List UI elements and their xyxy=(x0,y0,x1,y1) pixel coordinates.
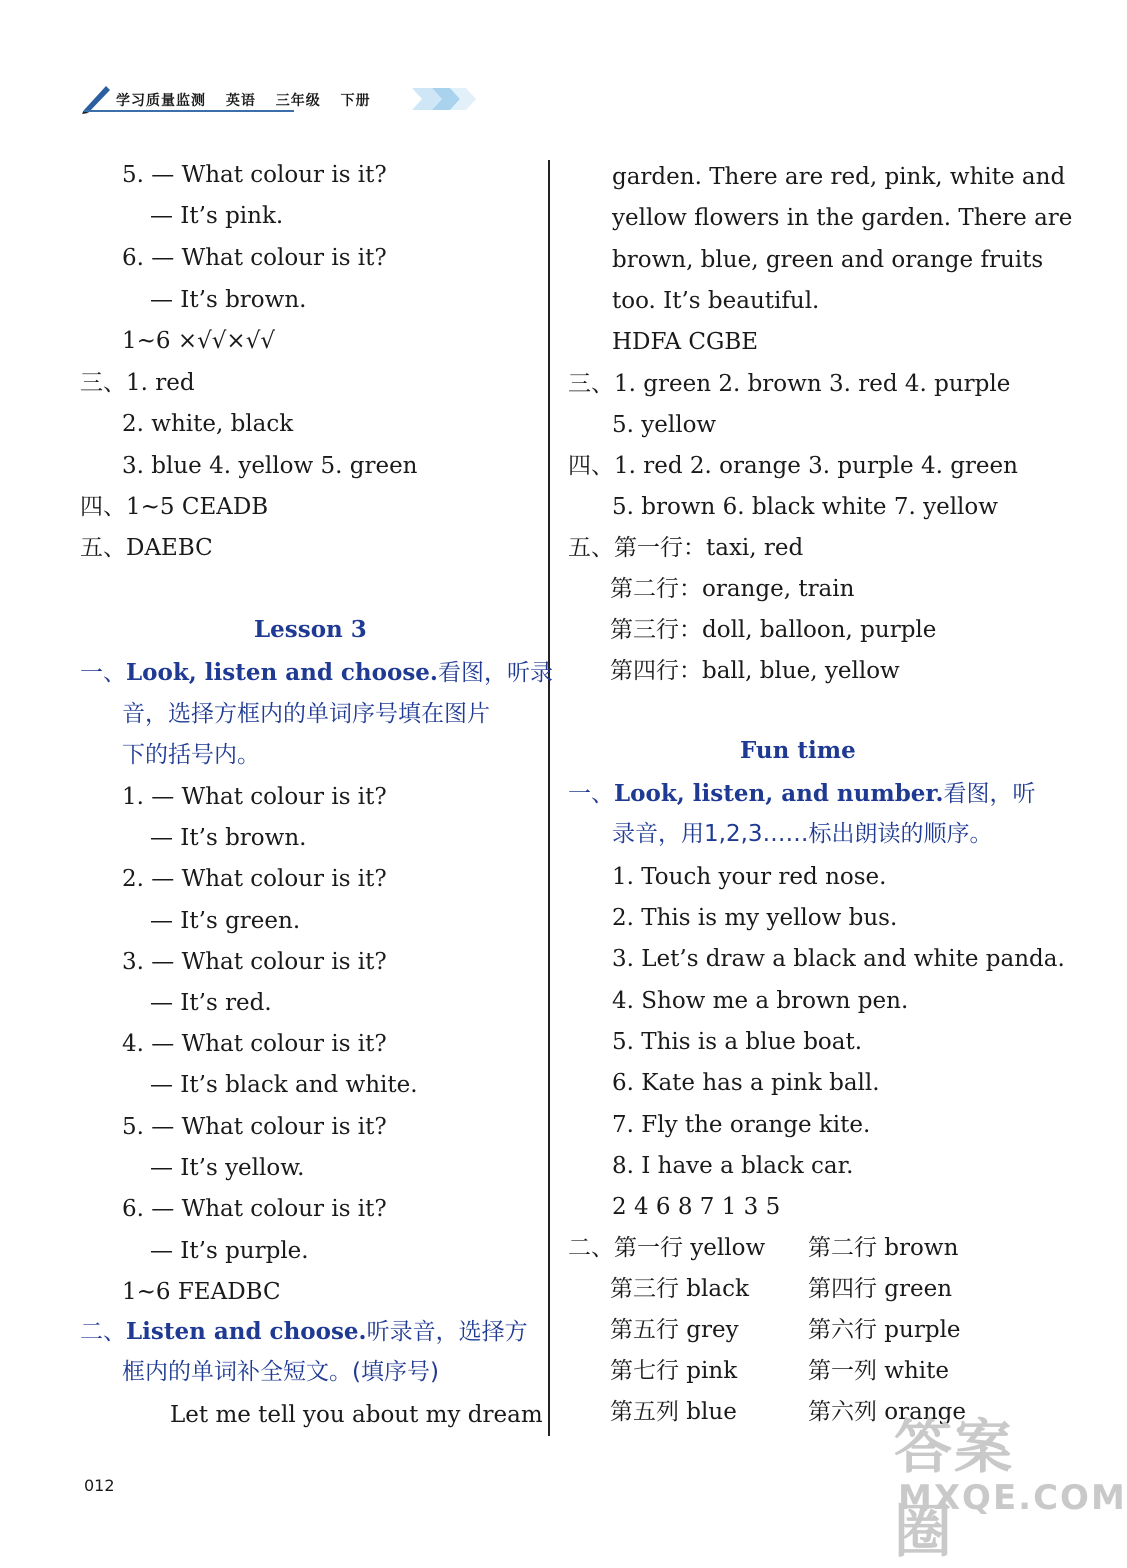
instruction-continued: 框内的单词补全短文。(填序号) xyxy=(122,1359,439,1385)
answer-line: — It’s purple. xyxy=(150,1238,309,1264)
passage-line: too. It’s beautiful. xyxy=(612,288,820,314)
header-title: 学习质量监测 xyxy=(116,93,206,109)
sentence-line: 1. Touch your red nose. xyxy=(612,864,887,890)
answer-line: 5. brown 6. black white 7. yellow xyxy=(612,494,998,520)
answer-key: HDFA CGBE xyxy=(612,329,759,355)
sentence-line: 6. Kate has a pink ball. xyxy=(612,1070,880,1096)
sentence-line: 5. This is a blue boat. xyxy=(612,1029,863,1055)
instruction-chinese: 看图，听录 xyxy=(437,660,553,686)
watermark-logo xyxy=(892,1400,1127,1565)
section-number: 一、 xyxy=(80,660,126,686)
column-divider xyxy=(548,160,550,1436)
grid-answer: 第二行 brown xyxy=(808,1235,959,1261)
grid-answer: 第三行 black xyxy=(610,1276,749,1302)
grid-answer: 第一列 white xyxy=(808,1358,950,1384)
grid-answer: 第六行 purple xyxy=(808,1317,961,1343)
passage-line: Let me tell you about my dream xyxy=(170,1402,543,1428)
instruction-english: Look, listen and choose. xyxy=(126,659,438,686)
answer-line: — It’s black and white. xyxy=(150,1072,418,1098)
section-three-answer: 三、1. red xyxy=(80,370,195,396)
instruction-continued: 音，选择方框内的单词序号填在图片 xyxy=(122,701,490,727)
section-four-answer: 四、1. red 2. orange 3. purple 4. green xyxy=(568,453,1018,479)
page-number: 012 xyxy=(84,1476,115,1495)
sentence-line: 4. Show me a brown pen. xyxy=(612,988,909,1014)
answer-line: 4. — What colour is it? xyxy=(122,1031,387,1057)
grid-answer: 二、第一行 yellow xyxy=(568,1235,766,1261)
lesson-heading: Lesson 3 xyxy=(254,616,367,643)
section-three-answer: 三、1. green 2. brown 3. red 4. purple xyxy=(568,371,1011,397)
watermark-line-2: MXQE.COM xyxy=(898,1478,1127,1518)
sentence-line: 2. This is my yellow bus. xyxy=(612,905,898,931)
answer-key: 2 4 6 8 7 1 3 5 xyxy=(612,1194,781,1220)
answer-line: 第三行：doll, balloon, purple xyxy=(610,617,937,643)
answer-line: 3. blue 4. yellow 5. green xyxy=(122,453,418,479)
instruction-continued: 下的括号内。 xyxy=(122,742,260,768)
grid-answer: 第七行 pink xyxy=(610,1358,738,1384)
answer-line: 1. — What colour is it? xyxy=(122,784,387,810)
fun-time-heading: Fun time xyxy=(740,737,856,764)
answer-line: 6. — What colour is it? xyxy=(122,245,387,271)
header-subject: 英语 xyxy=(225,93,256,109)
instruction-english: Look, listen, and number. xyxy=(614,780,944,807)
passage-line: yellow flowers in the garden. There are xyxy=(612,205,1073,231)
answer-line: 2. — What colour is it? xyxy=(122,866,387,892)
section-four-answer: 四、1~5 CEADB xyxy=(80,494,269,520)
sentence-line: 8. I have a black car. xyxy=(612,1153,854,1179)
answer-line: — It’s brown. xyxy=(150,825,307,851)
chevron-arrows-icon xyxy=(412,84,492,114)
grid-answer: 第五列 blue xyxy=(610,1399,737,1425)
exercise-two-instruction xyxy=(80,1317,528,1347)
grid-answer: 第六列 orange xyxy=(808,1399,967,1425)
answer-line: 第二行：orange, train xyxy=(610,576,855,602)
instruction-chinese: 听录音，选择方 xyxy=(366,1319,528,1345)
answer-line: — It’s green. xyxy=(150,908,301,934)
answer-line: 5. — What colour is it? xyxy=(122,1114,387,1140)
sentence-line: 7. Fly the orange kite. xyxy=(612,1112,871,1138)
header-grade: 三年级 xyxy=(275,93,321,109)
header-volume: 下册 xyxy=(340,93,371,109)
answer-line: — It’s red. xyxy=(150,990,272,1016)
answer-line: 5. — What colour is it? xyxy=(122,162,387,188)
watermark-line-1: 答案圈 xyxy=(894,1413,1015,1565)
answer-key: 1~6 ×√√×√√ xyxy=(122,328,276,354)
section-five-answer: 五、DAEBC xyxy=(80,535,213,561)
answer-line: — It’s brown. xyxy=(150,287,307,313)
answer-line: 5. yellow xyxy=(612,412,717,438)
answer-key: 1~6 FEADBC xyxy=(122,1279,281,1305)
passage-line: brown, blue, green and orange fruits xyxy=(612,247,1044,273)
grid-answer: 第五行 grey xyxy=(610,1317,739,1343)
answer-line: — It’s yellow. xyxy=(150,1155,305,1181)
header-rule xyxy=(84,110,294,112)
header-text xyxy=(116,90,385,110)
page-header xyxy=(80,82,500,118)
section-number: 二、 xyxy=(80,1319,126,1345)
instruction-english: Listen and choose. xyxy=(126,1318,367,1345)
instruction-continued: 录音，用1,2,3……标出朗读的顺序。 xyxy=(612,821,993,847)
exercise-one-instruction xyxy=(80,658,553,688)
answer-line: — It’s pink. xyxy=(150,203,284,229)
instruction-chinese: 看图，听 xyxy=(943,781,1036,807)
grid-answer: 第四行 green xyxy=(808,1276,953,1302)
answer-line: 6. — What colour is it? xyxy=(122,1196,387,1222)
answer-line: 3. — What colour is it? xyxy=(122,949,387,975)
section-number: 一、 xyxy=(568,781,614,807)
answer-line: 第四行：ball, blue, yellow xyxy=(610,658,900,684)
sentence-line: 3. Let’s draw a black and white panda. xyxy=(612,946,1065,972)
exercise-one-instruction xyxy=(568,779,1035,809)
section-five-answer: 五、第一行：taxi, red xyxy=(568,535,804,561)
answer-line: 2. white, black xyxy=(122,411,294,437)
passage-line: garden. There are red, pink, white and xyxy=(612,164,1066,190)
